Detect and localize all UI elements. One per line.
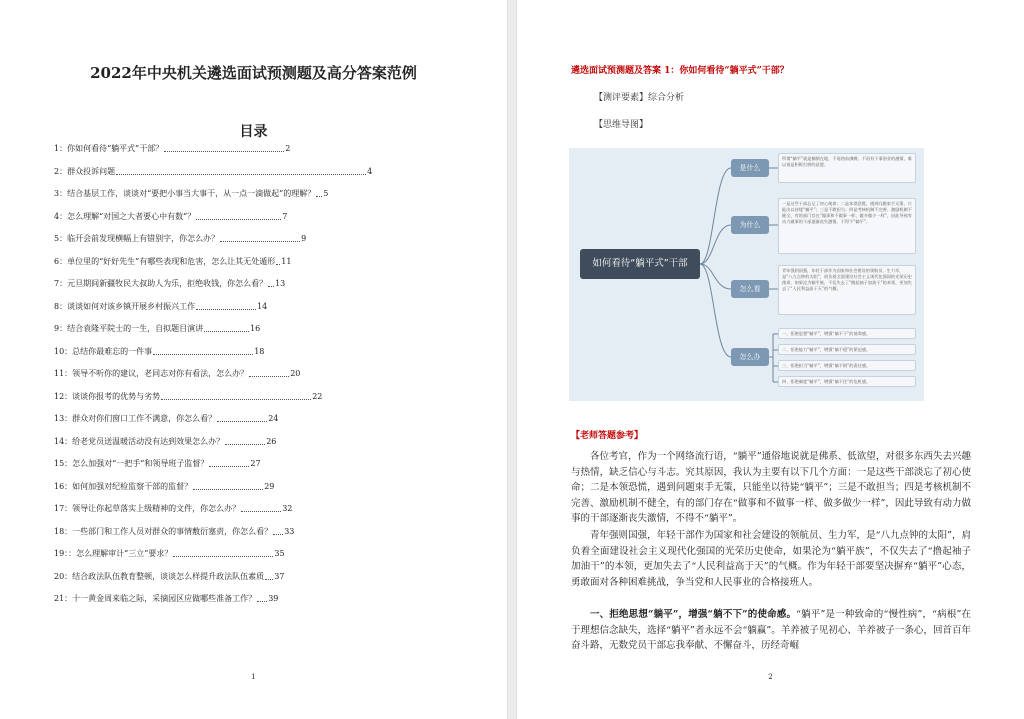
mind-map-root: 如何看待“躺平式”干部 <box>580 249 700 279</box>
leaf-how-do-3: 三、拒绝担当“躺平”，增强“躺不倒”的责任感。 <box>778 360 916 371</box>
toc-entry-text: 11：领导不听你的建议，老同志对你有看法，怎么办？ <box>54 369 249 378</box>
toc-entry[interactable] <box>54 480 454 494</box>
toc-entry[interactable] <box>54 255 454 269</box>
toc-leader-dots <box>173 547 273 557</box>
toc-entry-text: 19：：怎么理解审计“三立”要求？ <box>54 549 173 558</box>
toc-entry-page: 35 <box>274 549 285 558</box>
document-title: 2022年中央机关遴选面试预测题及高分答案范例 <box>90 64 417 82</box>
leaf-how-do-1: 一、拒绝思想“躺平”，增强“躺不下”的使命感。 <box>778 328 916 339</box>
toc-entry[interactable] <box>54 300 454 314</box>
toc-entry[interactable] <box>54 210 454 224</box>
toc-entry-text: 16：如何加强对纪检监察干部的监督？ <box>54 481 193 491</box>
toc-entry[interactable] <box>54 412 454 426</box>
toc-entry[interactable] <box>54 277 454 291</box>
toc-entry-page: 9 <box>301 234 307 243</box>
toc-entry-page: 26 <box>266 436 277 446</box>
toc-entry[interactable] <box>54 390 454 404</box>
toc-entry-text: 18：一些部门和工作人员对群众的事情敷衍塞责，你怎么看？ <box>54 526 273 536</box>
toc-leader-dots <box>316 187 322 197</box>
toc-leader-dots <box>257 592 267 602</box>
page-number: 1 <box>251 673 256 681</box>
toc-leader-dots <box>209 457 249 467</box>
toc-entry-text: 7：元旦期间新疆牧民大叔助人为乐，拒绝收钱，你怎么看？ <box>54 279 268 288</box>
teacher-answer-label: 【老师答题参考】 <box>571 431 644 441</box>
toc-leader-dots <box>268 277 274 287</box>
toc-leader-dots <box>241 502 281 512</box>
toc-entry-text: 10：总结你最难忘的一件事 <box>54 346 153 356</box>
toc-entry-text: 20：结合政法队伍教育整顿，谈谈怎么样提升政法队伍素质 <box>54 571 265 581</box>
toc-leader-dots <box>220 232 300 242</box>
page-number-2: 2 <box>768 673 773 681</box>
toc-entry-page: 7 <box>282 211 288 221</box>
toc-entry-page: 39 <box>268 594 279 603</box>
toc-title: 目录 <box>239 124 268 140</box>
toc-entry-text: 21：十一黄金周来临之际，采摘园区应做哪些准备工作？ <box>54 594 257 603</box>
toc-entry[interactable] <box>54 322 454 336</box>
toc-entry[interactable] <box>54 570 454 584</box>
toc-entry-page: 29 <box>264 481 275 491</box>
branch-why: 为什么 <box>731 216 769 234</box>
toc-entry-page: 22 <box>312 391 323 401</box>
toc-entry-text: 13：群众对你们窗口工作不满意，你怎么看？ <box>54 414 217 423</box>
toc-entry-text: 17：领导让你起草落实上级精神的文件，你怎么办？ <box>54 504 241 513</box>
toc-entry-text: 14：给老党员送温暖活动没有达到效果怎么办？ <box>54 436 225 446</box>
toc-entry[interactable] <box>54 592 454 606</box>
toc-entry-text: 12：谈谈你报考的优势与劣势 <box>54 391 161 401</box>
toc-entry-text: 8：谈谈如何对该乡镇开展乡村振兴工作 <box>54 301 196 311</box>
toc-leader-dots <box>164 142 284 152</box>
toc-entry[interactable] <box>54 345 454 359</box>
toc-entry-page: 18 <box>254 346 265 356</box>
leaf-how-do-2: 二、拒绝能力“躺平”，增强“躺不稳”的紧迫感。 <box>778 344 916 355</box>
toc-leader-dots <box>217 412 267 422</box>
toc-entry-page: 11 <box>281 256 292 266</box>
toc-leader-dots <box>204 322 249 332</box>
toc-entry-page: 20 <box>290 369 301 378</box>
toc-entry-page: 32 <box>282 504 293 513</box>
toc-leader-dots <box>276 255 280 265</box>
toc-entry-page: 5 <box>323 189 329 198</box>
paragraph-3-heading: 一、拒绝思想“躺平”，增强“躺不下”的使命感。 <box>590 609 797 620</box>
toc-entry[interactable] <box>54 457 454 471</box>
answer-paragraph-3 <box>571 607 971 654</box>
answer-paragraph-1: 各位考官，作为一个网络流行语，“躺平”通俗地说就是佛系、低欲望，对很多东西失去兴趣与热情，缺乏信心与斗志。究其原因，我认为主要有以下几个方面：一是这些干部淡忘了初心使命；二是本领恐慌，遇到问题束手无策，只能坐以待毙“躺平”；三是不敢担当；四是考核机制不完善、激励机制不健全，有的部门存在“做事和不做事一样、做多做少一样”，因此导致有动力做事的干部逐渐丧失激情，不得不“躺平”。 <box>571 451 971 524</box>
toc-entry-text: 6：单位里的“好好先生”有哪些表现和危害，怎么让其无处遁形 <box>54 256 276 266</box>
toc-leader-dots <box>196 300 256 310</box>
mindmap-label: 【思维导图】 <box>594 120 649 130</box>
toc-leader-dots <box>116 165 366 175</box>
toc-entry[interactable] <box>54 187 454 201</box>
toc-entry-text: 15：怎么加强对“一把手”和领导班子监督？ <box>54 459 209 468</box>
branch-how-view: 怎么看 <box>731 280 769 298</box>
toc-entry[interactable] <box>54 502 454 516</box>
branch-how-do: 怎么办 <box>731 348 769 366</box>
mind-map <box>569 148 924 401</box>
toc-entry-page: 13 <box>275 279 286 288</box>
leaf-how-do-4: 四、拒绝制度“躺平”，增强“躺不住”的危机感。 <box>778 376 916 387</box>
toc-entry-page: 14 <box>257 301 268 311</box>
paragraph-3-body: “躺平”是一种致命的“慢性病”，“病根”在于理想信念缺失，选择“躺平”者永远不会“躺赢”。羊养被子见初心、羊养被子一条心，回首百年奋斗路，无数党员干部忘我奉献、不懈奋斗，历经奇崛 <box>571 609 972 651</box>
toc-entry-text: 2：群众投诉问题 <box>54 166 116 176</box>
toc-entry-text: 9：结合袁隆平院士的一生，自拟题目演讲 <box>54 324 204 333</box>
toc-entry-page: 27 <box>250 459 261 468</box>
toc-leader-dots <box>273 525 283 535</box>
answer-paragraph-2: 青年强则国强，年轻干部作为国家和社会建设的领航员、生力军，是“八九点钟的太阳”，肩负着全面建设社会主义现代化强国的光荣历史使命，如果沦为“躺平族”，不仅失去了“撸起袖子加油干”的本领，更加失去了“人民利益高于天”的气概。作为年轻干部要坚决摒弃“躺平”心态，勇敢面对各种困难挑战，争当党和人民事业的合格接班人。 <box>571 530 971 588</box>
toc-entry-page: 37 <box>274 571 285 581</box>
toc-entry-text: 4：怎么理解“对国之大者要心中有数”？ <box>54 211 196 221</box>
toc-entry[interactable] <box>54 435 454 449</box>
branch-what: 是什么 <box>731 159 769 177</box>
toc-leader-dots <box>196 210 281 220</box>
question-title: 遴选面试预测题及答案 1：你如何看待“躺平式”干部？ <box>571 66 789 76</box>
toc-leader-dots <box>249 367 289 377</box>
leaf-why: 一是这些干部忘记了初心使命；二是本领恐慌，遇到问题束手无策，只能出以待毙“躺平”；三是不敢担当；四是考核机制不完善、激励机制不健全，有的部门存在“做事和不做事一样、做多做少一样”，因此导致有动力做事的干部逐渐丧失激情，不得不“躺平”。 <box>778 198 916 254</box>
toc-entry-page: 4 <box>367 166 373 176</box>
toc-leader-dots <box>193 480 263 490</box>
toc-entry-text: 1：你如何看待“躺平式”干部？ <box>54 144 164 153</box>
toc-entry[interactable] <box>54 232 454 246</box>
element-label: 【测评要素】综合分析 <box>594 93 685 103</box>
toc-entry[interactable] <box>54 525 454 539</box>
toc-leader-dots <box>161 390 311 400</box>
toc-entry[interactable] <box>54 367 454 381</box>
toc-leader-dots <box>153 345 253 355</box>
leaf-what: 所谓“躺平”就是躺倒在地，不再热血沸腾、不再有干事创业的激情，难以说是积极打拼的意愿。 <box>778 153 916 183</box>
toc-entry[interactable] <box>54 547 454 561</box>
toc-entry-page: 16 <box>250 324 261 333</box>
toc-entry-page: 33 <box>284 526 295 536</box>
toc-entry-text: 3：结合基层工作，谈谈对“要把小事当大事干，从一点一滴做起”的理解？ <box>54 189 316 198</box>
page-1 <box>0 0 507 719</box>
toc-entry[interactable] <box>54 142 454 156</box>
toc-entry[interactable] <box>54 165 454 179</box>
toc-leader-dots <box>225 435 265 445</box>
leaf-how-view: 青年强则国强，年轻干部作为国家和社会建设的领航员、生力军，是“八九点钟的太阳”，肩负着全面建设社会主义现代化强国的光荣历史使命，如果沦为躺平族，不仅失去了“撸起袖子加油干”的本领，更加失去了“人民利益高于天”的气概。 <box>778 265 916 315</box>
page-2 <box>517 0 1024 719</box>
toc-leader-dots <box>265 570 273 580</box>
toc-entry-text: 5：临开会前发现横幅上有错别字，你怎么办？ <box>54 234 220 243</box>
toc-entry-page: 2 <box>285 144 291 153</box>
toc-entry-page: 24 <box>268 414 279 423</box>
